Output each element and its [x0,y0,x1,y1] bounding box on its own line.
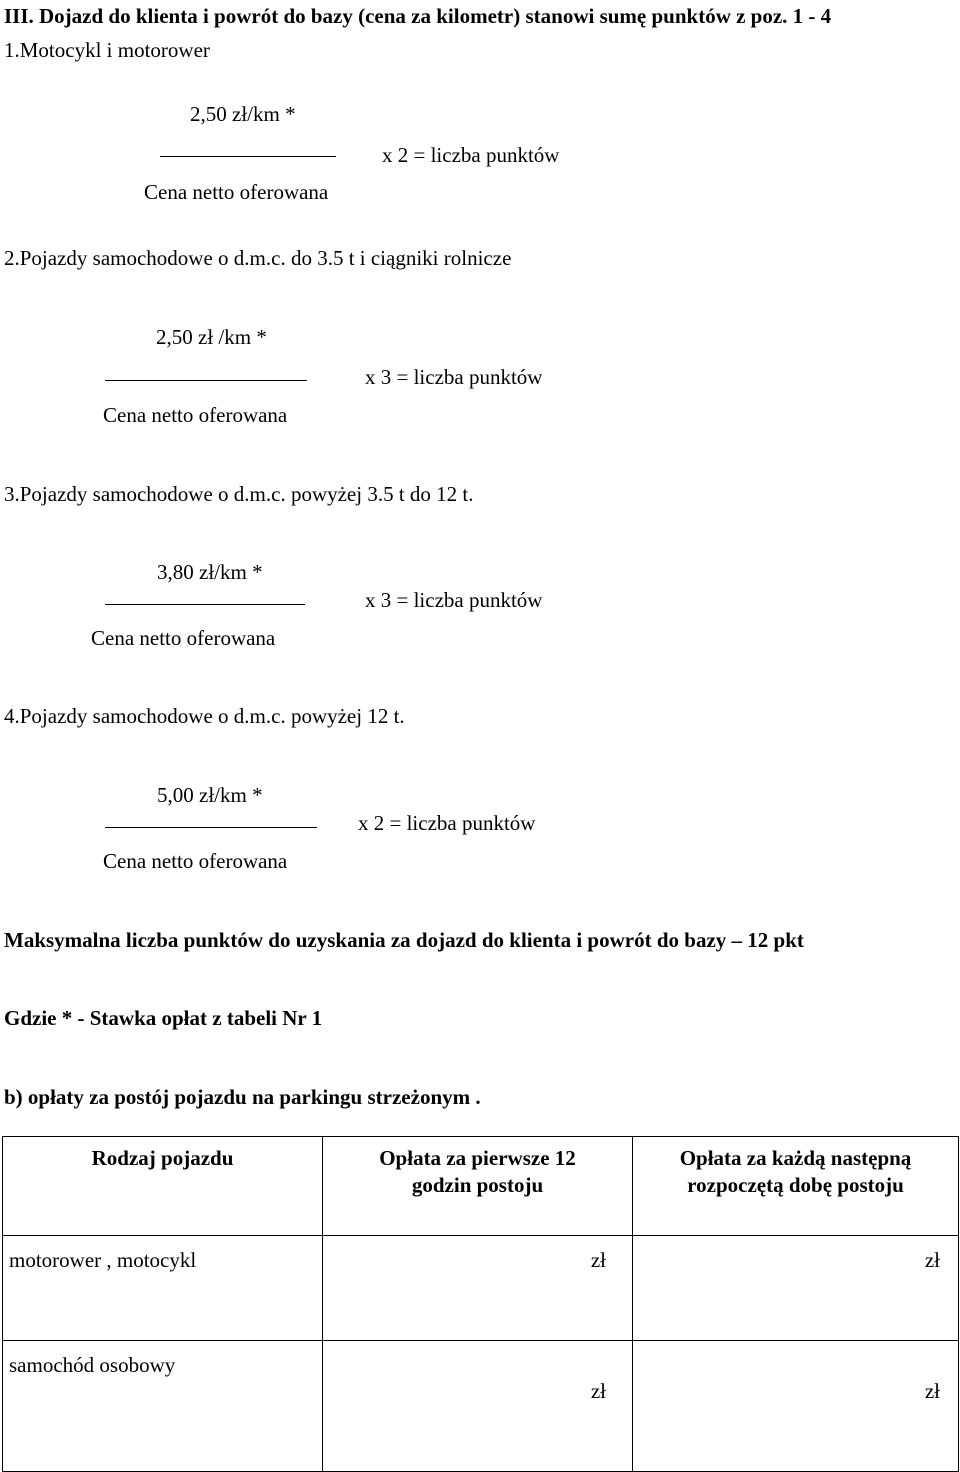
item-4-fraction-line [105,827,317,828]
row-1-vehicle-type: motorower , motocykl [3,1236,323,1341]
item-3-fraction-line [105,604,305,605]
item-2-denominator: Cena netto oferowana [103,403,288,427]
where-note: Gdzie * - Stawka opłat z tabeli Nr 1 [4,1006,323,1030]
header-next-day-fee: Opłata za każdą następną rozpoczętą dobę postoju [633,1137,959,1236]
table-row [3,1236,959,1341]
item-4-formula: x 2 = liczba punktów [358,811,536,835]
item-1-numerator: 2,50 zł/km * [190,102,296,126]
item-4-numerator: 5,00 zł/km * [157,783,263,807]
item-4-denominator: Cena netto oferowana [103,849,288,873]
item-3-numerator: 3,80 zł/km * [157,560,263,584]
table-row [3,1341,959,1472]
row-1-first-12h-value: zł [323,1236,633,1341]
item-2-fraction-line [105,380,307,381]
section-heading: III. Dojazd do klienta i powrót do bazy (cena za kilometr) stanowi sumę punktów z poz. 1 - 4 [4,4,832,28]
item-4-title: 4.Pojazdy samochodowe o d.m.c. powyżej 12 t. [4,704,405,728]
table-header-row [3,1137,959,1236]
item-2-numerator: 2,50 zł /km * [156,325,267,349]
item-3-formula: x 3 = liczba punktów [365,588,543,612]
header-vehicle-type: Rodzaj pojazdu [3,1137,323,1236]
item-1-denominator: Cena netto oferowana [144,180,329,204]
item-1-title: 1.Motocykl i motorower [4,38,210,62]
item-2-title: 2.Pojazdy samochodowe o d.m.c. do 3.5 t i ciągniki rolnicze [4,246,512,270]
item-1-formula: x 2 = liczba punktów [382,143,560,167]
subsection-b-title: b) opłaty za postój pojazdu na parkingu strzeżonym . [4,1085,481,1109]
item-2-formula: x 3 = liczba punktów [365,365,543,389]
row-2-first-12h-value: zł [323,1341,633,1472]
header-first-12h-fee: Opłata za pierwsze 12 godzin postoju [323,1137,633,1236]
max-points-note: Maksymalna liczba punktów do uzyskania za dojazd do klienta i powrót do bazy – 12 pkt [4,928,804,952]
row-1-next-day-value: zł [633,1236,959,1341]
item-1-fraction-line [160,156,336,157]
parking-fees-table [2,1136,959,1472]
item-3-title: 3.Pojazdy samochodowe o d.m.c. powyżej 3.5 t do 12 t. [4,482,474,506]
item-3-denominator: Cena netto oferowana [91,626,276,650]
row-2-vehicle-type: samochód osobowy [3,1341,323,1472]
row-2-next-day-value: zł [633,1341,959,1472]
